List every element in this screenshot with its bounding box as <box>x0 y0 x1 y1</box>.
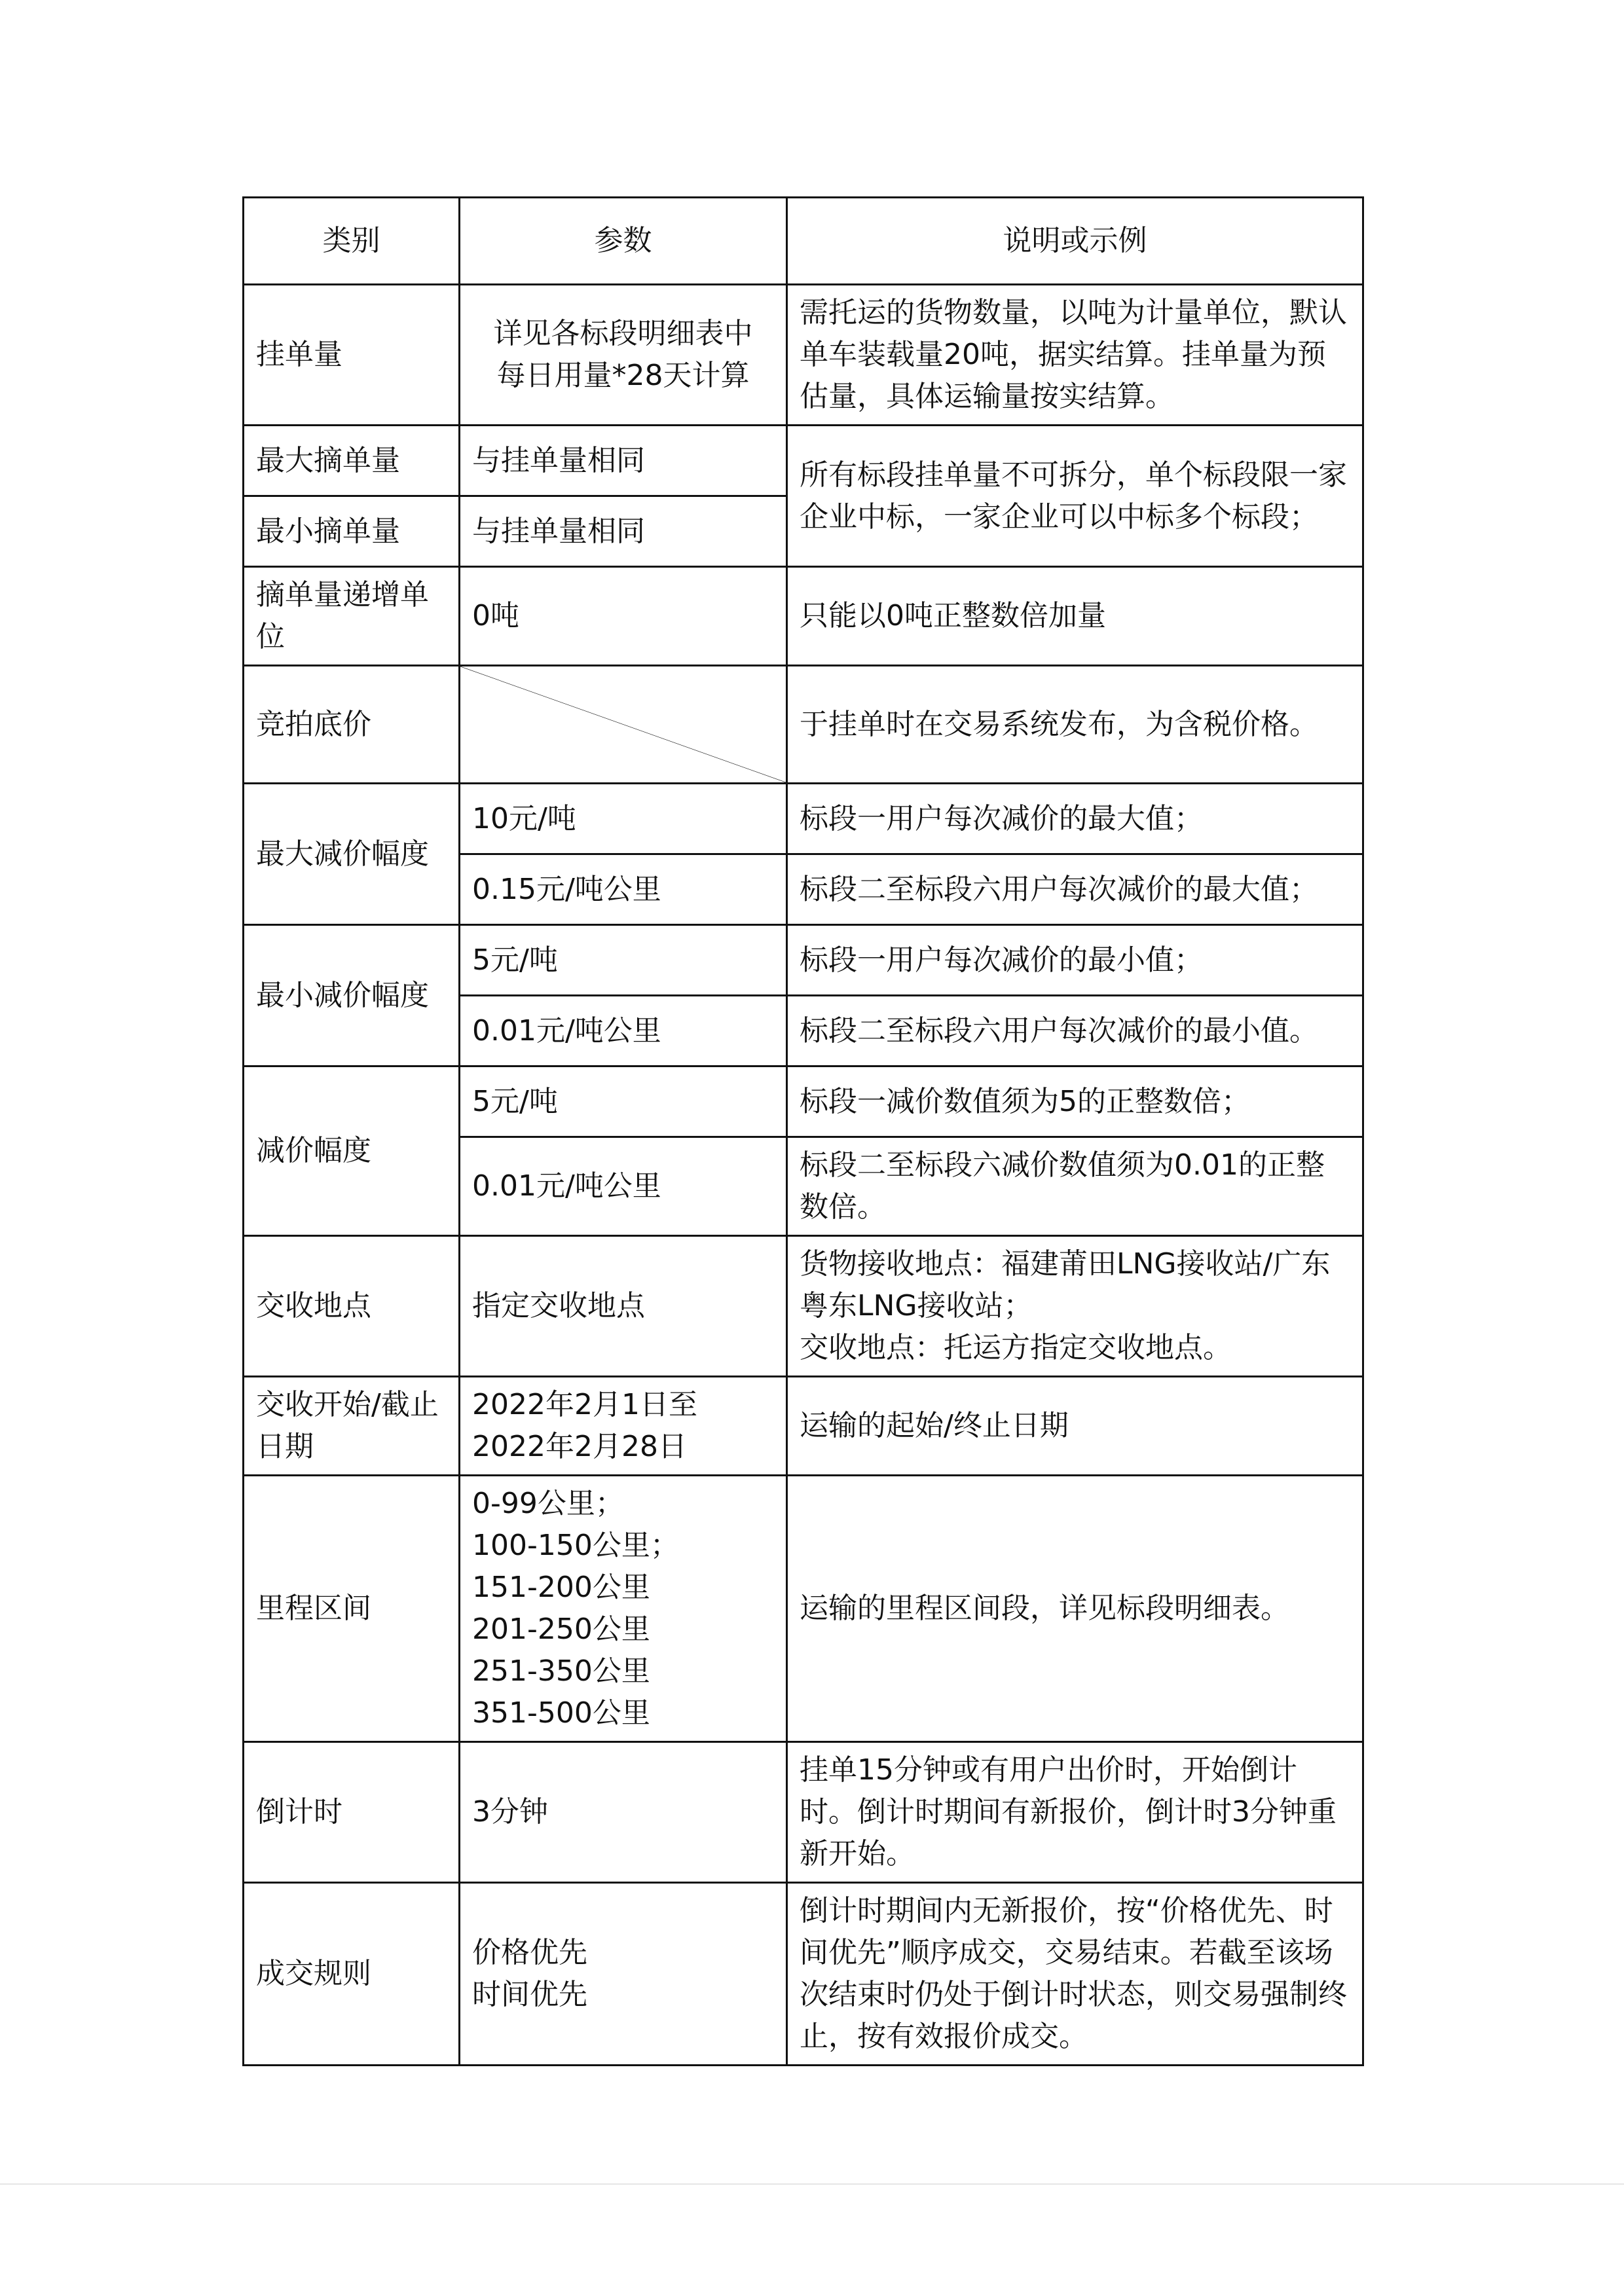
scan-edge-line <box>0 2183 1624 2185</box>
row-description: 于挂单时在交易系统发布，为含税价格。 <box>787 666 1363 784</box>
table-header-row <box>244 198 1363 285</box>
row-parameter: 指定交收地点 <box>460 1236 787 1377</box>
row-parameter: 0.01元/吨公里 <box>460 996 787 1066</box>
row-description: 标段二至标段六用户每次减价的最大值； <box>787 854 1363 925</box>
table-row <box>244 1066 1363 1137</box>
row-parameter: 0-99公里； 100-150公里； 151-200公里 201-250公里 251-350公里 351-500公里 <box>460 1476 787 1742</box>
row-category: 交收地点 <box>244 1236 460 1377</box>
row-parameter: 0吨 <box>460 567 787 666</box>
row-parameter: 2022年2月1日至 2022年2月28日 <box>460 1377 787 1476</box>
row-description: 标段一用户每次减价的最大值； <box>787 784 1363 854</box>
table-row <box>244 1236 1363 1377</box>
row-description: 只能以0吨正整数倍加量 <box>787 567 1363 666</box>
row-category: 减价幅度 <box>244 1066 460 1236</box>
row-parameter: 0.15元/吨公里 <box>460 854 787 925</box>
row-category: 倒计时 <box>244 1742 460 1883</box>
row-description: 标段一减价数值须为5的正整数倍； <box>787 1066 1363 1137</box>
row-description: 标段一用户每次减价的最小值； <box>787 925 1363 996</box>
table-row <box>244 666 1363 784</box>
row-category: 竞拍底价 <box>244 666 460 784</box>
row-parameter: 与挂单量相同 <box>460 426 787 496</box>
row-category: 最小摘单量 <box>244 496 460 567</box>
rules-table <box>242 196 1364 2066</box>
row-description: 挂单15分钟或有用户出价时，开始倒计时。倒计时期间有新报价，倒计时3分钟重新开始。 <box>787 1742 1363 1883</box>
row-description: 运输的里程区间段，详见标段明细表。 <box>787 1476 1363 1742</box>
table-row <box>244 567 1363 666</box>
row-description: 需托运的货物数量，以吨为计量单位，默认单车装载量20吨，据实结算。挂单量为预估量，具体运输量按实结算。 <box>787 285 1363 426</box>
header-category: 类别 <box>244 198 460 285</box>
table-row <box>244 1377 1363 1476</box>
diagonal-empty-cell <box>460 666 787 784</box>
row-category: 交收开始/截止日期 <box>244 1377 460 1476</box>
row-parameter: 价格优先 时间优先 <box>460 1883 787 2066</box>
row-parameter: 5元/吨 <box>460 1066 787 1137</box>
diagonal-line <box>460 666 786 782</box>
row-category: 摘单量递增单位 <box>244 567 460 666</box>
row-category: 最大摘单量 <box>244 426 460 496</box>
table-row <box>244 784 1363 854</box>
row-category: 成交规则 <box>244 1883 460 2066</box>
table-row <box>244 426 1363 496</box>
row-category: 最大减价幅度 <box>244 784 460 925</box>
row-category: 最小减价幅度 <box>244 925 460 1066</box>
row-description: 标段二至标段六用户每次减价的最小值。 <box>787 996 1363 1066</box>
row-description: 运输的起始/终止日期 <box>787 1377 1363 1476</box>
row-parameter: 10元/吨 <box>460 784 787 854</box>
row-category: 挂单量 <box>244 285 460 426</box>
row-parameter: 详见各标段明细表中 每日用量*28天计算 <box>460 285 787 426</box>
row-description: 标段二至标段六减价数值须为0.01的正整数倍。 <box>787 1137 1363 1236</box>
row-description: 倒计时期间内无新报价，按“价格优先、时间优先”顺序成交，交易结束。若截至该场次结束时仍处于倒计时状态，则交易强制终止，按有效报价成交。 <box>787 1883 1363 2066</box>
row-parameter: 5元/吨 <box>460 925 787 996</box>
table-row <box>244 1742 1363 1883</box>
row-description: 所有标段挂单量不可拆分，单个标段限一家企业中标，一家企业可以中标多个标段； <box>787 426 1363 567</box>
row-category: 里程区间 <box>244 1476 460 1742</box>
table-row <box>244 1883 1363 2066</box>
table-row <box>244 925 1363 996</box>
table-row <box>244 285 1363 426</box>
header-description: 说明或示例 <box>787 198 1363 285</box>
header-parameter: 参数 <box>460 198 787 285</box>
row-parameter: 与挂单量相同 <box>460 496 787 567</box>
table-row <box>244 1476 1363 1742</box>
row-parameter: 0.01元/吨公里 <box>460 1137 787 1236</box>
row-parameter: 3分钟 <box>460 1742 787 1883</box>
row-description: 货物接收地点：福建莆田LNG接收站/广东粤东LNG接收站； 交收地点：托运方指定交收地点。 <box>787 1236 1363 1377</box>
